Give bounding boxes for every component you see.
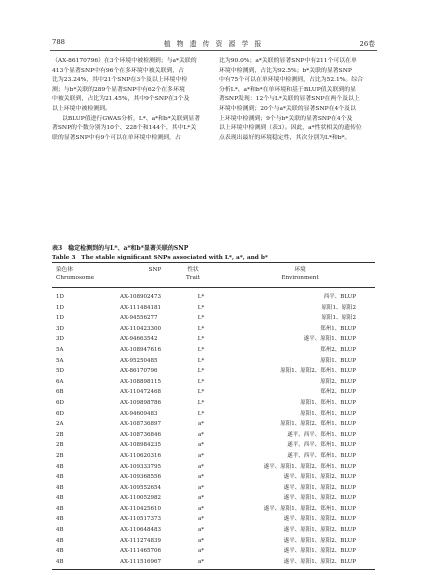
cell-trait: a* <box>197 484 205 491</box>
header-chromosome <box>56 267 94 282</box>
cell-snp: AX-111484181 <box>120 304 162 311</box>
cell-environment: 郑州2、BLUP <box>320 389 356 396</box>
cell-chromosome: 3D <box>56 336 64 343</box>
table-row <box>52 419 375 430</box>
cell-trait: L* <box>197 357 205 364</box>
cell-chromosome: 4B <box>56 558 64 565</box>
cell-trait: a* <box>197 527 205 534</box>
cell-chromosome: 4B <box>56 463 64 470</box>
cell-trait: L* <box>197 399 205 406</box>
cell-chromosome: 4B <box>56 537 64 544</box>
cell-chromosome: 3D <box>56 325 64 332</box>
cell-chromosome: 4B <box>56 505 64 512</box>
cell-chromosome: 6B <box>56 389 64 396</box>
table-row <box>52 303 375 314</box>
cell-snp: AX-108947616 <box>120 346 162 353</box>
cell-snp: AX-110648483 <box>120 527 162 534</box>
cell-environment: 遂平、西平、郑州1、BLUP <box>287 431 356 438</box>
table-row <box>52 514 375 525</box>
cell-snp: AX-109368556 <box>120 474 162 481</box>
cell-trait: L* <box>197 336 205 343</box>
cell-trait: L* <box>197 368 205 375</box>
cell-snp: AX-109898786 <box>120 399 162 406</box>
cell-chromosome: 4B <box>56 548 64 555</box>
cell-trait: L* <box>197 410 205 417</box>
text-line: 著SNP的个数分别为10个、228个和144个，其中L*关 <box>52 125 197 132</box>
text-line: 著SNP发现：12个与L*关联的显著SNP在两个及以上 <box>219 96 360 103</box>
table-row <box>52 483 375 494</box>
cell-chromosome: 2B <box>56 431 64 438</box>
text-line: 中被关联到，占比为21.45%，其中9个SNP在3个及 <box>52 96 190 103</box>
page-header <box>0 38 427 50</box>
cell-trait: L* <box>197 325 205 332</box>
text-line: 中有75个可以在单环境中检测到，占比为52.1%。综合 <box>219 77 364 84</box>
cell-snp: AX-110517373 <box>120 516 162 523</box>
table-row <box>52 324 375 335</box>
cell-trait: L* <box>197 315 205 322</box>
table-header-rule <box>52 287 375 288</box>
table-caption-en: Table 3 The stable significant SNPs associated with L*, a*, and b* <box>52 255 268 261</box>
cell-snp: AX-110052982 <box>120 495 162 502</box>
text-line: （AX-86170796）在3个环境中被检测到；与a*关联的 <box>52 58 197 64</box>
cell-environment: 遂平、原阳1、BLUP <box>303 336 356 343</box>
cell-environment: 原阳1、原阳2、郑州1、BLUP <box>280 421 356 428</box>
text-line: 环境中检测到，占比为92.5%；b*关联的显著SNP <box>219 67 352 74</box>
cell-environment: 遂平、西平、郑州1、BLUP <box>287 452 356 459</box>
table-row <box>52 557 375 568</box>
table-row <box>52 504 375 515</box>
table-body <box>52 292 375 567</box>
text-line: 以上环境中检测到（表3）。因此，a*性状相关的遗传位 <box>219 125 362 132</box>
journal-title: 植 物 遗 传 资 源 学 报 <box>163 40 264 48</box>
cell-snp: AX-108898115 <box>120 378 162 385</box>
header-trait <box>173 267 213 282</box>
cell-snp: AX-94609483 <box>120 410 158 417</box>
text-line: 413个显著SNP中有96个在多环境中被关联到，占 <box>52 67 185 74</box>
header-chromosome-en: Chromosome <box>56 274 95 281</box>
cell-snp: AX-111465706 <box>120 548 162 555</box>
cell-snp: AX-94663542 <box>120 336 158 343</box>
cell-trait: a* <box>197 548 205 555</box>
text-line: 测；与b*关联的289个显著SNP中有62个在多环境 <box>52 86 185 93</box>
page-number: 788 <box>52 38 65 46</box>
cell-environment: 原阳1、BLUP <box>320 357 356 364</box>
cell-snp: AX-110425610 <box>120 505 162 512</box>
table-row <box>52 366 375 377</box>
cell-environment: 原阳1、原阳2 <box>321 315 356 322</box>
text-line: 上环境中检测到；9个与b*关联的显著SNP在4个及 <box>219 115 353 122</box>
cell-environment: 遂平、原阳1、原阳2、BLUP <box>283 537 356 544</box>
table-row <box>52 546 375 557</box>
cell-snp: AX-94556277 <box>120 315 158 322</box>
table-caption-cn: 表3 稳定检测到的与L*、a*和b*显著关联的SNP <box>52 245 189 252</box>
table-bottom-rule <box>52 569 375 570</box>
text-line: 点表现出最好的环境稳定性，其次分别为L*和b*。 <box>219 134 351 141</box>
cell-chromosome: 2B <box>56 452 64 459</box>
cell-environment: 遂平、原阳1、原阳2、郑州1、BLUP <box>263 505 356 512</box>
cell-trait: L* <box>197 378 205 385</box>
table-row <box>52 398 375 409</box>
text-line: 环境中检测到；20个与a*关联的显著SNP在4个及以 <box>219 105 356 112</box>
table-row <box>52 525 375 536</box>
cell-environment: 遂平、原阳1、原阳2、BLUP <box>283 548 356 555</box>
text-line: 以BLUP值进行GWAS分析，L*、a*和b*关联到显著 <box>62 115 201 122</box>
table-row <box>52 462 375 473</box>
cell-environment: 原阳1、原阳2 <box>321 304 356 311</box>
table-row <box>52 451 375 462</box>
cell-environment: 原阳1、原阳2、郑州1、BLUP <box>280 368 356 375</box>
table-row <box>52 334 375 345</box>
cell-snp: AX-109552654 <box>120 484 162 491</box>
cell-trait: L* <box>197 389 205 396</box>
cell-snp: AX-109333795 <box>120 463 162 470</box>
cell-trait: a* <box>197 558 205 565</box>
body-text-right-column <box>219 57 376 143</box>
cell-trait: L* <box>197 294 205 300</box>
cell-trait: a* <box>197 421 205 428</box>
cell-trait: a* <box>197 452 205 459</box>
table-row <box>52 493 375 504</box>
cell-environment: 遂平、原阳1、原阳2、BLUP <box>283 516 356 523</box>
cell-snp: AX-108902473 <box>120 294 162 300</box>
table-row <box>52 409 375 420</box>
cell-trait: a* <box>197 431 205 438</box>
table-top-rule <box>52 262 375 263</box>
cell-chromosome: 5A <box>56 357 64 364</box>
table-row <box>52 377 375 388</box>
cell-environment: 遂平、西平、郑州1、BLUP <box>287 442 356 449</box>
header-env-cn: 环境 <box>294 267 306 273</box>
header-env-en: Environment <box>281 274 319 281</box>
table-row <box>52 356 375 367</box>
cell-snp: AX-108984235 <box>120 442 162 449</box>
cell-trait: L* <box>197 304 205 311</box>
cell-trait: L* <box>197 346 205 353</box>
cell-environment: 遂平、原阳1、原阳2、BLUP <box>283 495 356 502</box>
cell-trait: a* <box>197 505 205 512</box>
cell-environment: 遂平、原阳1、原阳2、郑州1、BLUP <box>263 463 356 470</box>
cell-chromosome: 5A <box>56 346 64 353</box>
cell-trait: a* <box>197 516 205 523</box>
cell-snp: AX-110472468 <box>120 389 162 396</box>
cell-environment: 原阳1、郑州1、BLUP <box>300 399 356 406</box>
cell-trait: a* <box>197 442 205 449</box>
table-row <box>52 440 375 451</box>
cell-chromosome: 4B <box>56 495 64 502</box>
text-line: 以上环境中被检测到。 <box>52 105 111 112</box>
cell-snp: AX-108736846 <box>120 431 162 438</box>
header-environment <box>250 267 350 282</box>
cell-snp: AX-95250485 <box>120 357 158 364</box>
cell-environment: 遂平、原阳1、原阳2、BLUP <box>283 474 356 481</box>
table-row <box>52 292 375 303</box>
body-text-left-column <box>52 57 209 143</box>
cell-chromosome: 4B <box>56 527 64 534</box>
cell-chromosome: 6D <box>56 399 64 406</box>
table-row <box>52 387 375 398</box>
cell-trait: a* <box>197 463 205 470</box>
cell-snp: AX-111274839 <box>120 537 162 544</box>
cell-environment: 原阳1、郑州1、BLUP <box>300 410 356 417</box>
cell-chromosome: 1D <box>56 294 64 300</box>
text-line: 比为90.0%；a*关联的显著SNP中有211个可以在单 <box>219 58 357 64</box>
cell-chromosome: 1D <box>56 304 64 311</box>
table-row <box>52 430 375 441</box>
table-row <box>52 345 375 356</box>
cell-chromosome: 4B <box>56 484 64 491</box>
cell-trait: a* <box>197 495 205 502</box>
cell-environment: 西平、BLUP <box>323 294 356 300</box>
header-chromosome-cn: 染色体 <box>56 267 74 273</box>
cell-environment: 遂平、原阳1、原阳2、BLUP <box>283 527 356 534</box>
header-divider <box>50 50 377 51</box>
cell-chromosome: 4B <box>56 474 64 481</box>
cell-environment: 原阳2、BLUP <box>320 378 356 385</box>
header-trait-en: Trait <box>185 274 200 281</box>
cell-trait: a* <box>197 537 205 544</box>
cell-chromosome: 4B <box>56 516 64 523</box>
cell-environment: 遂平、原阳1、原阳2、BLUP <box>283 558 356 565</box>
cell-snp: AX-108736897 <box>120 421 162 428</box>
cell-chromosome: 6D <box>56 410 64 417</box>
table-row <box>52 536 375 547</box>
cell-chromosome: 2B <box>56 442 64 449</box>
cell-chromosome: 1D <box>56 315 64 322</box>
cell-snp: AX-110620316 <box>120 452 162 459</box>
text-line: 联的显著SNP中有9个可以在单环境中检测到，占 <box>52 134 181 141</box>
cell-snp: AX-110423300 <box>120 325 162 332</box>
header-trait-cn: 性状 <box>187 267 199 273</box>
text-line: 分析L*、a*和b*在单环境和基于BLUP值关联到的显 <box>219 86 357 93</box>
text-line: 比为23.24%，其中21个SNP在3个及以上环境中检 <box>52 77 188 84</box>
cell-chromosome: 6A <box>56 378 64 385</box>
cell-snp: AX-111516967 <box>120 558 162 565</box>
cell-snp: AX-86170796 <box>120 368 158 375</box>
table-row <box>52 313 375 324</box>
header-snp-label: SNP <box>148 267 162 273</box>
cell-chromosome: 5D <box>56 368 64 375</box>
volume-label: 26卷 <box>359 40 375 48</box>
cell-environment: 遂平、原阳1、原阳2、BLUP <box>283 484 356 491</box>
cell-trait: a* <box>197 474 205 481</box>
table-row <box>52 472 375 483</box>
cell-environment: 郑州2、BLUP <box>320 346 356 353</box>
cell-chromosome: 2A <box>56 421 64 428</box>
cell-environment: 郑州1、BLUP <box>320 325 356 332</box>
